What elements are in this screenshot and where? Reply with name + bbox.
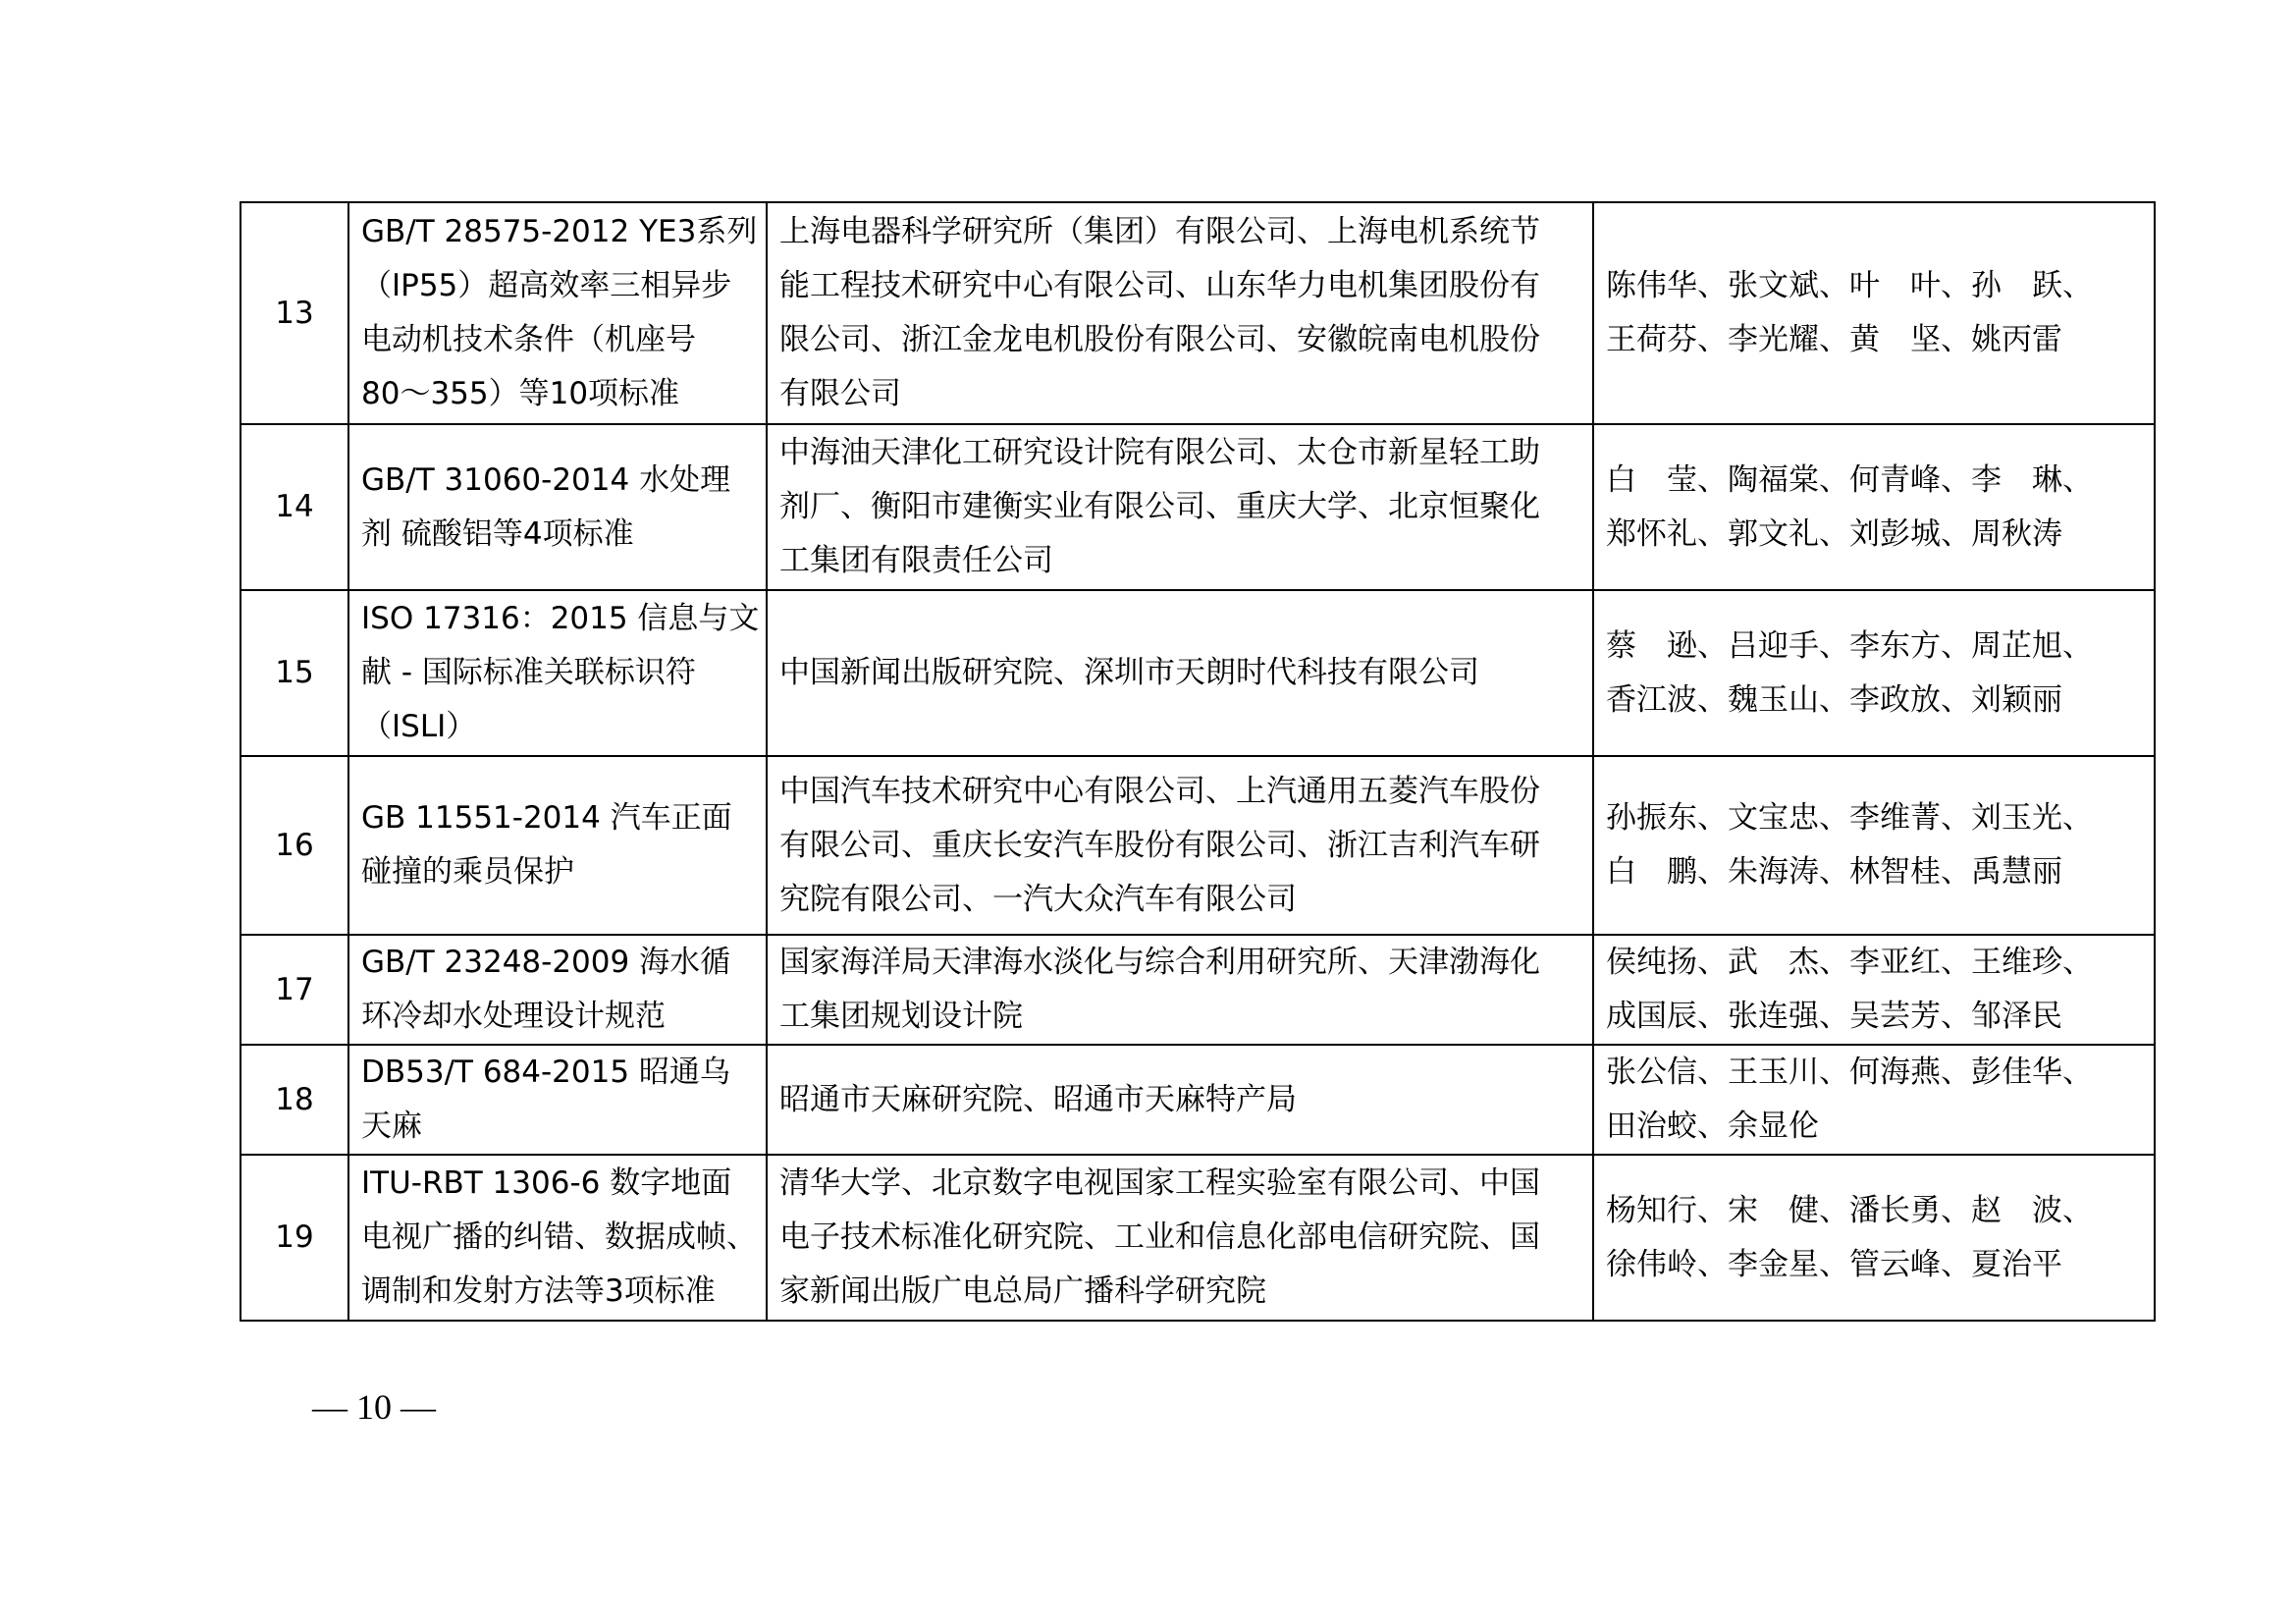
cell-text-line: 上海电器科学研究所（集团）有限公司、上海电机系统节 [779,214,1540,249]
standard-name-cell [348,1045,767,1155]
standard-name-cell [348,1155,767,1321]
cell-text-line: GB 11551-2014 汽车正面 [361,800,732,836]
cell-text-line: 献 - 国际标准关联标识符 [361,655,696,690]
cell-text-line: 究院有限公司、一汽大众汽车有限公司 [779,881,1297,917]
table-row [240,756,2155,935]
cell-text-line: 剂厂、衡阳市建衡实业有限公司、重庆大学、北京恒聚化 [779,489,1540,524]
cell-text-line: 白 莹、陶福棠、何青峰、李 琳、 [1606,461,2093,498]
units-cell [767,590,1593,756]
units-cell [767,756,1593,935]
people-cell [1593,756,2155,935]
cell-text-line: 中国新闻出版研究院、深圳市天朗时代科技有限公司 [779,655,1479,690]
cell-text-line: GB/T 31060-2014 水处理 [361,461,731,498]
cell-text-line: 剂 硫酸铝等4项标准 [361,515,634,552]
standard-name-cell [348,424,767,590]
table-row [240,1155,2155,1321]
standard-name-cell [348,590,767,756]
awards-table [240,201,2156,1322]
units-cell [767,202,1593,424]
cell-text-line: 杨知行、宋 健、潘长勇、赵 波、 [1606,1192,2093,1228]
standard-name-cell [348,935,767,1045]
cell-text-line: 清华大学、北京数字电视国家工程实验室有限公司、中国 [779,1165,1540,1201]
cell-text-line: 天麻 [361,1109,422,1144]
cell-text-line: 陈伟华、张文斌、叶 叶、孙 跃、 [1606,268,2093,303]
cell-text-line: 调制和发射方法等3项标准 [361,1273,716,1309]
cell-text-line: 侯纯扬、武 杰、李亚红、王维珍、 [1606,945,2093,980]
cell-text-line: 香江波、魏玉山、李政放、刘颖丽 [1606,681,2062,718]
people-cell [1593,1155,2155,1321]
cell-text-line: 电视广播的纠错、数据成帧、 [361,1219,757,1255]
units-cell [767,935,1593,1045]
cell-text-line: 国家海洋局天津海水淡化与综合利用研究所、天津渤海化 [779,945,1540,980]
cell-text-line: 电子技术标准化研究院、工业和信息化部电信研究院、国 [779,1219,1540,1255]
cell-text-line: 徐伟岭、李金星、管云峰、夏治平 [1606,1246,2062,1282]
cell-text-line: 80～355）等10项标准 [361,376,680,411]
awards-table-body [240,202,2155,1321]
cell-text-line: 环冷却水处理设计规范 [361,999,666,1034]
cell-text-line: ISO 17316：2015 信息与文 [361,601,760,636]
cell-text-line: 工集团有限责任公司 [779,543,1053,578]
cell-text-line: 郑怀礼、郭文礼、刘彭城、周秋涛 [1606,515,2062,552]
page-number: — 10 — [312,1387,436,1427]
row-number-cell: 13 [240,202,348,424]
row-number-cell: 19 [240,1155,348,1321]
cell-text-line: GB/T 23248-2009 海水循 [361,945,731,980]
cell-text-line: 田治蛟、余显伦 [1606,1109,1819,1144]
table-row [240,424,2155,590]
cell-text-line: 中国汽车技术研究中心有限公司、上汽通用五菱汽车股份 [779,773,1540,809]
cell-text-line: 限公司、浙江金龙电机股份有限公司、安徽皖南电机股份 [779,322,1540,357]
people-cell [1593,1045,2155,1155]
people-cell [1593,424,2155,590]
people-cell [1593,935,2155,1045]
table-row [240,1045,2155,1155]
units-cell [767,1045,1593,1155]
cell-text-line: 白 鹏、朱海涛、林智桂、禹慧丽 [1606,854,2062,890]
table-row [240,202,2155,424]
people-cell [1593,590,2155,756]
row-number-cell: 17 [240,935,348,1045]
cell-text-line: 蔡 逊、吕迎手、李东方、周芷旭、 [1606,627,2093,664]
table-row [240,590,2155,756]
table-row [240,935,2155,1045]
cell-text-line: 中海油天津化工研究设计院有限公司、太仓市新星轻工助 [779,435,1540,470]
cell-text-line: 家新闻出版广电总局广播科学研究院 [779,1273,1266,1309]
cell-text-line: 有限公司、重庆长安汽车股份有限公司、浙江吉利汽车研 [779,827,1540,863]
cell-text-line: 孙振东、文宝忠、李维菁、刘玉光、 [1606,800,2093,836]
row-number-cell: 14 [240,424,348,590]
standard-name-cell [348,202,767,424]
row-number-cell: 18 [240,1045,348,1155]
people-cell [1593,202,2155,424]
cell-text-line: （IP55）超高效率三相异步 [361,268,732,303]
cell-text-line: DB53/T 684-2015 昭通乌 [361,1055,730,1090]
cell-text-line: GB/T 28575-2012 YE3系列 [361,214,758,249]
cell-text-line: （ISLI） [361,709,477,744]
units-cell [767,1155,1593,1321]
cell-text-line: 成国辰、张连强、吴芸芳、邹泽民 [1606,999,2062,1034]
cell-text-line: 工集团规划设计院 [779,999,1023,1034]
cell-text-line: 能工程技术研究中心有限公司、山东华力电机集团股份有 [779,268,1540,303]
cell-text-line: 碰撞的乘员保护 [361,854,574,890]
cell-text-line: 昭通市天麻研究院、昭通市天麻特产局 [779,1081,1297,1117]
row-number-cell: 15 [240,590,348,756]
cell-text-line: 张公信、王玉川、何海燕、彭佳华、 [1606,1055,2093,1090]
cell-text-line: 有限公司 [779,376,901,411]
units-cell [767,424,1593,590]
cell-text-line: 王荷芬、李光耀、黄 坚、姚丙雷 [1606,322,2062,357]
row-number-cell: 16 [240,756,348,935]
standard-name-cell [348,756,767,935]
cell-text-line: 电动机技术条件（机座号 [361,322,696,357]
cell-text-line: ITU-RBT 1306-6 数字地面 [361,1165,732,1201]
